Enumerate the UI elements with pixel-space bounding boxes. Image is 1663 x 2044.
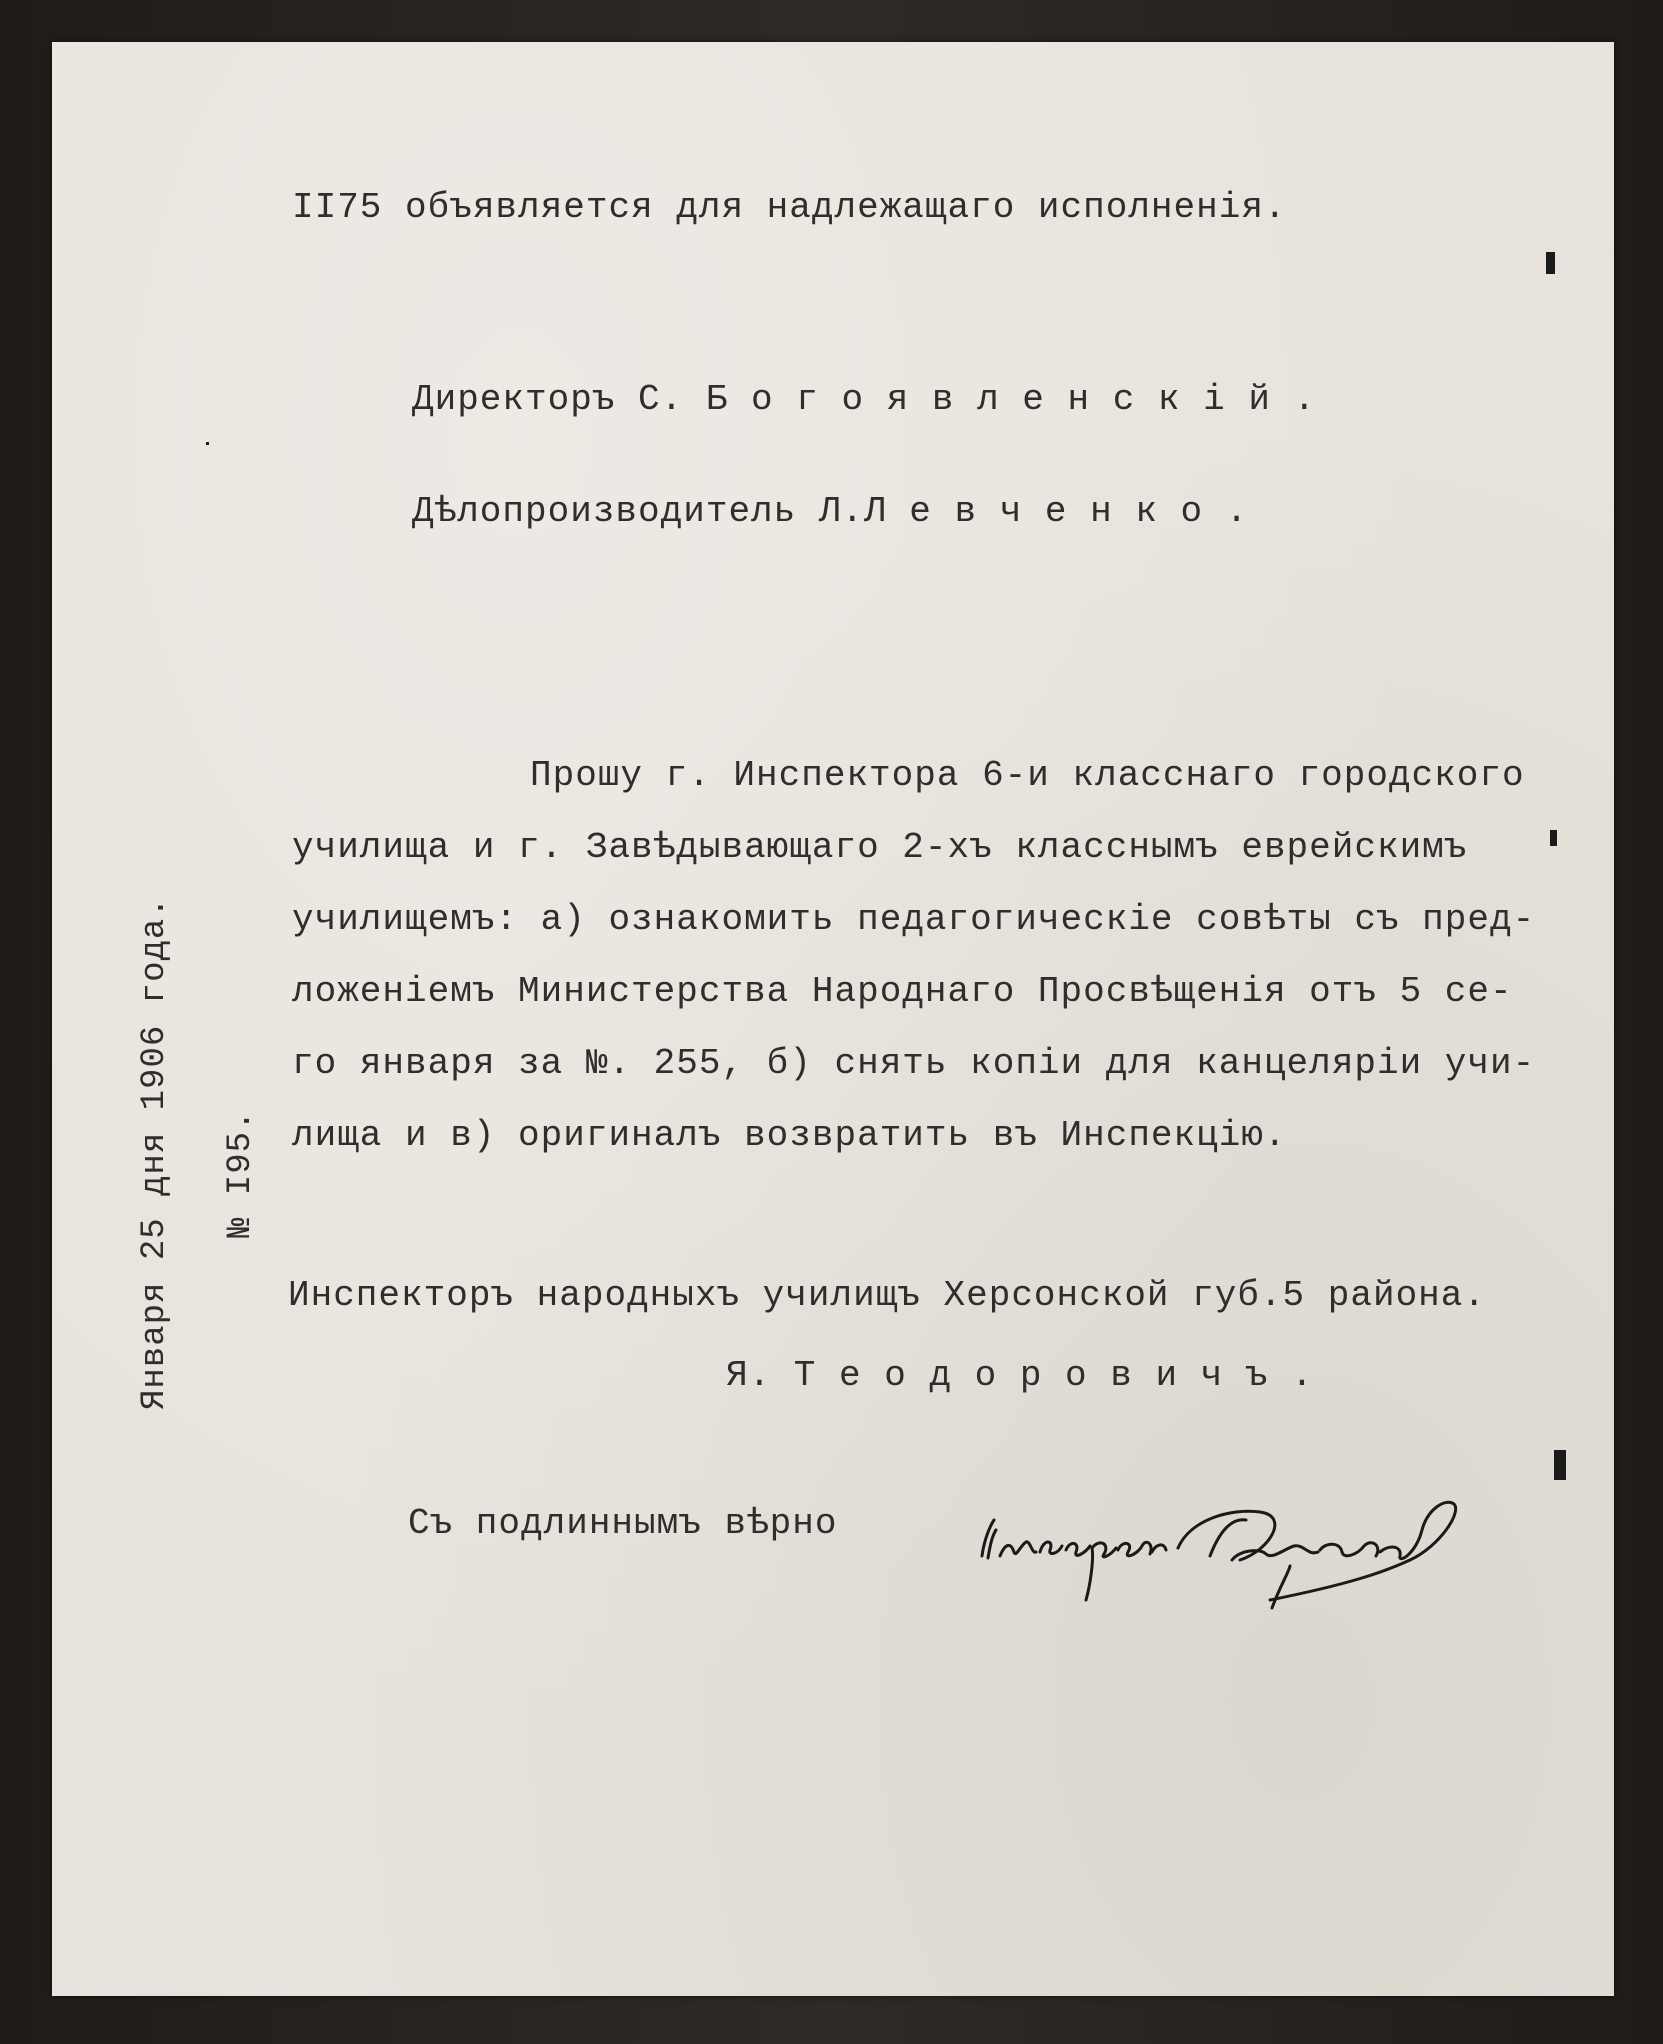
ink-speck: [206, 442, 209, 445]
ink-speck: [1550, 830, 1557, 846]
margin-number: № I95.: [222, 1109, 260, 1238]
header-line: II75 объявляется для надлежащаго исполненія.: [292, 187, 1287, 228]
body-line: го января за №. 255, б) снять копіи для канцеляріи учи-: [292, 1043, 1536, 1084]
inspector-line: Инспекторъ народныхъ училищъ Херсонской губ.5 района.: [288, 1275, 1486, 1316]
body-line: Прошу г. Инспектора 6-и класснаго городского: [530, 755, 1525, 796]
body-line: лища и в) оригиналъ возвратить въ Инспекцію.: [292, 1115, 1287, 1156]
document-page: [52, 42, 1614, 1996]
ink-speck: [1554, 1450, 1566, 1480]
clerk-line: Дѣлопроизводитель Л.Л е в ч е н к о .: [412, 491, 1249, 532]
handwritten-signature: [970, 1490, 1490, 1620]
margin-date: Января 25 дня 1906 года.: [136, 896, 174, 1410]
body-line: училищемъ: а) ознакомить педагогическіе совѣты съ пред-: [292, 899, 1536, 940]
body-line: ложеніемъ Министерства Народнаго Просвѣщенія отъ 5 се-: [292, 971, 1513, 1012]
certification-text: Съ подлиннымъ вѣрно: [408, 1503, 838, 1544]
director-line: Директоръ С. Б о г о я в л е н с к і й .: [412, 379, 1317, 420]
ink-speck: [1546, 252, 1555, 274]
body-line: училища и г. Завѣдывающаго 2-хъ класснымъ еврейскимъ: [292, 827, 1468, 868]
inspector-name: Я. Т е о д о р о в и ч ъ .: [726, 1355, 1314, 1396]
